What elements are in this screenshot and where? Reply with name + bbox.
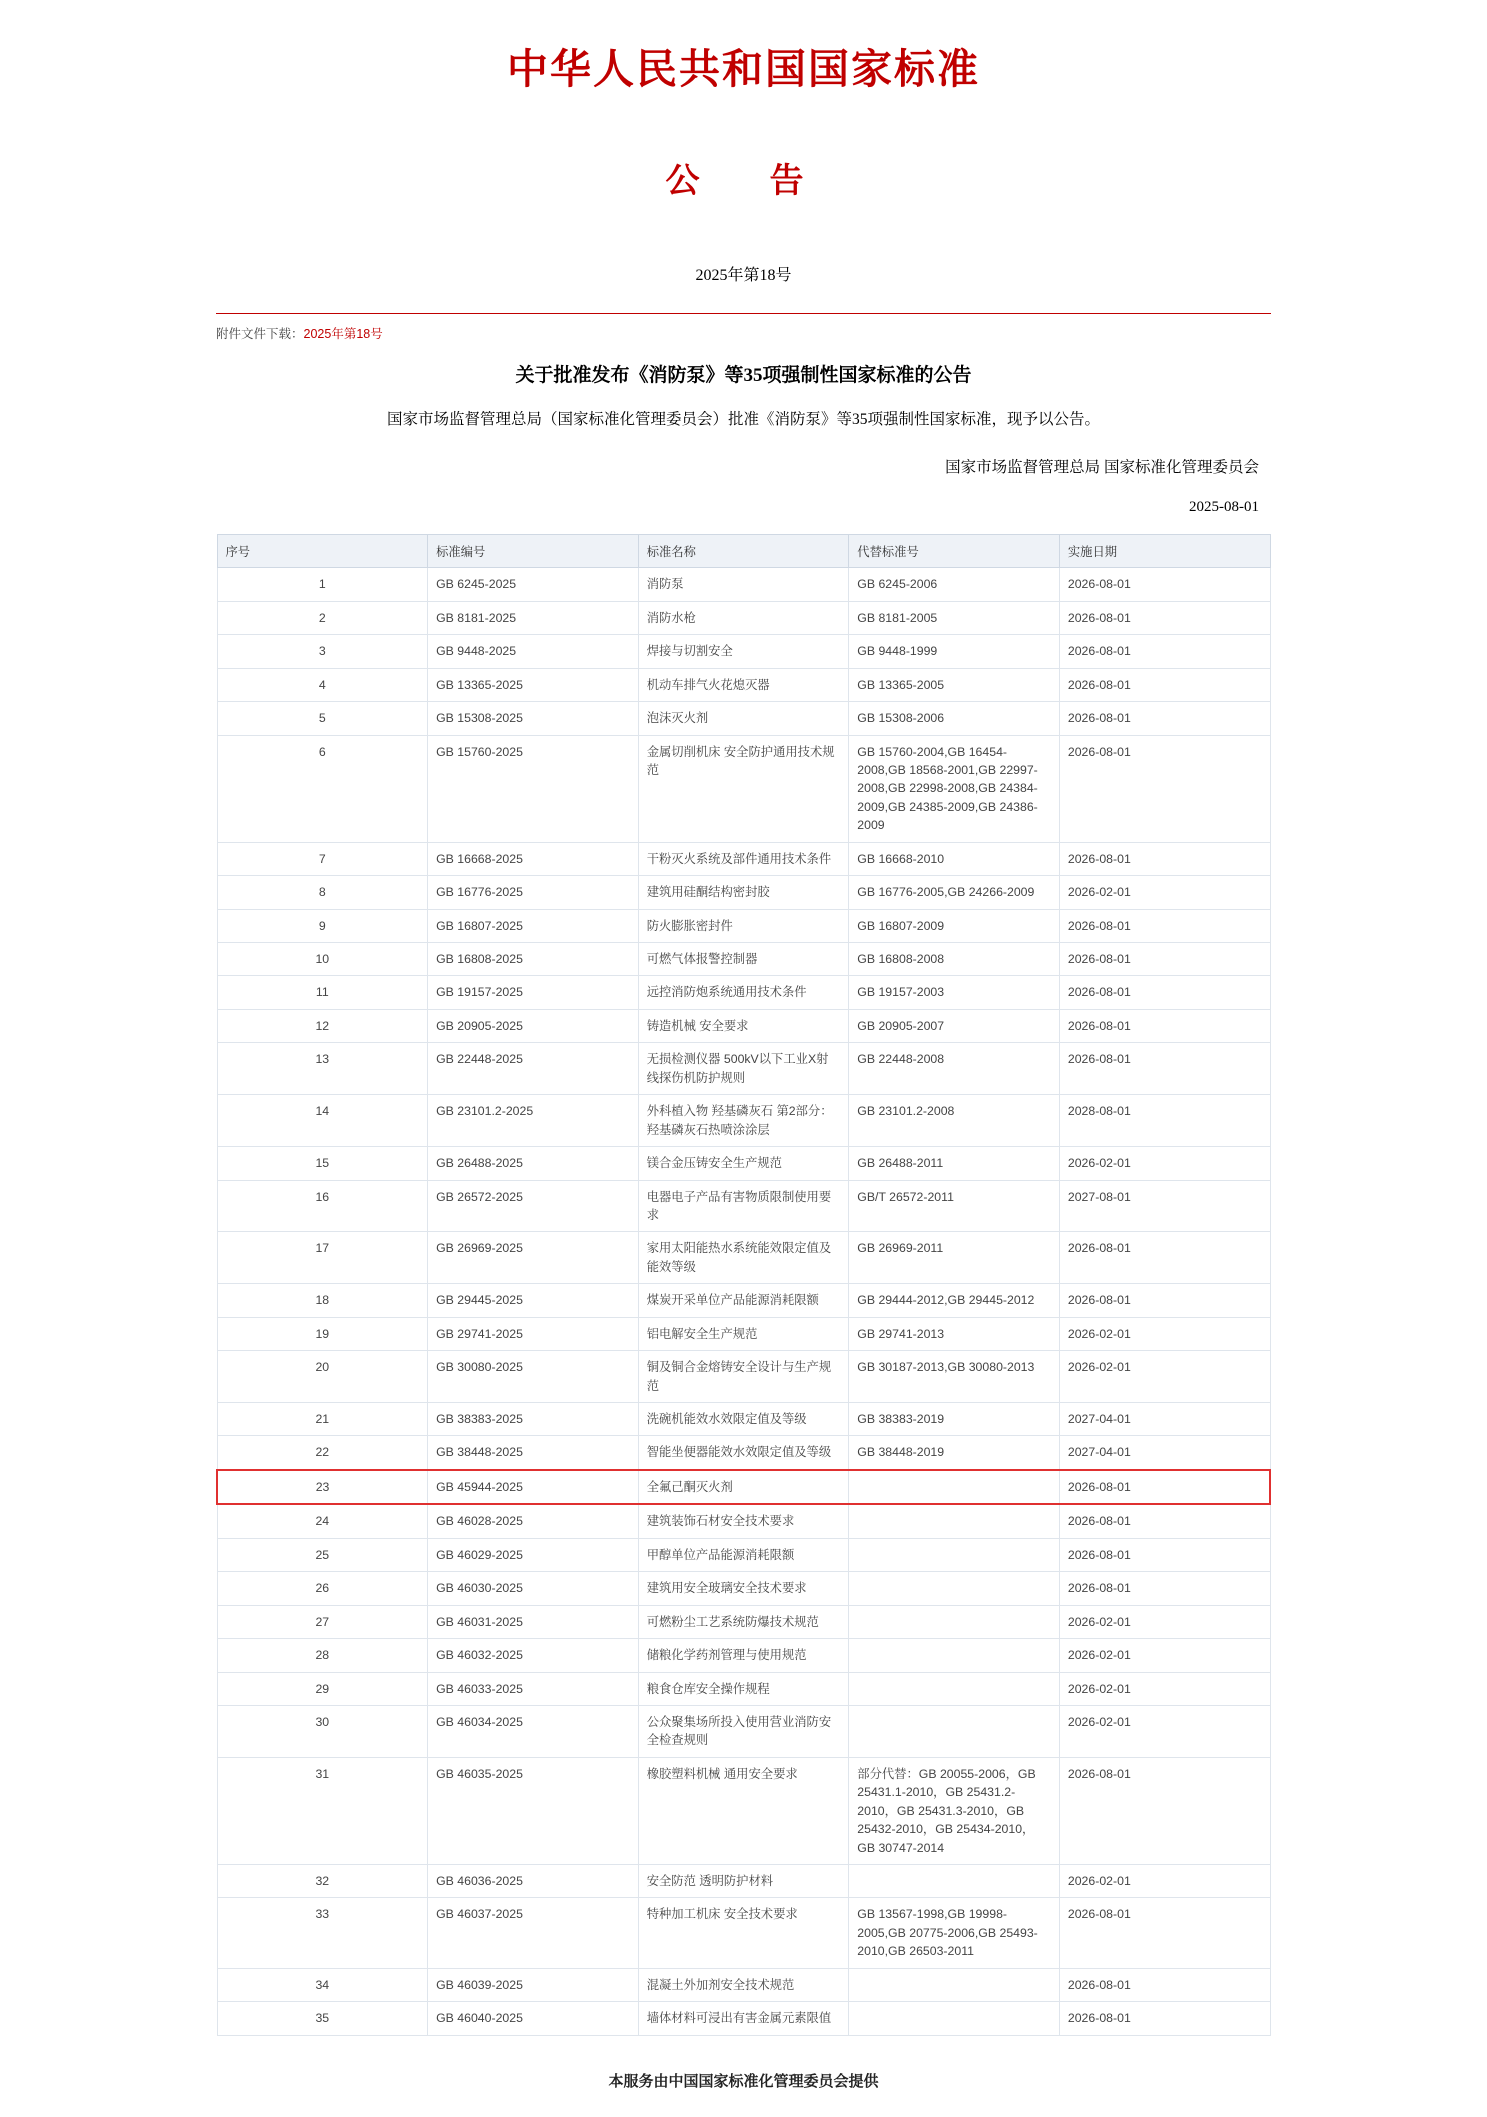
cell-replaced: GB 13567-1998,GB 19998-2005,GB 20775-2006,GB 25493-2010,GB 26503-2011 bbox=[849, 1898, 1060, 1968]
page-title: 中华人民共和国国家标准 bbox=[507, 46, 980, 92]
table-row bbox=[217, 1284, 1270, 1317]
cell-name[interactable]: 电器电子产品有害物质限制使用要求 bbox=[638, 1180, 849, 1232]
cell-name[interactable]: 橡胶塑料机械 通用安全要求 bbox=[638, 1757, 849, 1864]
column-header-date: 实施日期 bbox=[1059, 535, 1270, 568]
cell-replaced bbox=[849, 1470, 1060, 1504]
cell-replaced: 部分代替：GB 20055-2006，GB 25431.1-2010，GB 25431.2-2010，GB 25431.3-2010，GB 25432-2010，GB 25434-2010，GB 30747-2014 bbox=[849, 1757, 1060, 1864]
document-title: 关于批准发布《消防泵》等35项强制性国家标准的公告 bbox=[515, 365, 972, 386]
attachment-label: 附件文件下载： bbox=[216, 327, 304, 341]
table-row bbox=[217, 1180, 1270, 1232]
column-header-index: 序号 bbox=[217, 535, 428, 568]
cell-name[interactable]: 建筑用硅酮结构密封胶 bbox=[638, 876, 849, 909]
table-row bbox=[217, 702, 1270, 735]
cell-name[interactable]: 墙体材料可浸出有害金属元素限值 bbox=[638, 2002, 849, 2035]
cell-replaced: GB 29741-2013 bbox=[849, 1317, 1060, 1350]
cell-code: GB 46034-2025 bbox=[428, 1705, 639, 1757]
cell-replaced: GB 6245-2006 bbox=[849, 568, 1060, 601]
cell-date: 2026-08-01 bbox=[1059, 1504, 1270, 1538]
cell-index: 18 bbox=[217, 1284, 428, 1317]
cell-date: 2028-08-01 bbox=[1059, 1095, 1270, 1147]
cell-replaced: GB 30187-2013,GB 30080-2013 bbox=[849, 1351, 1060, 1403]
footer-note: 本服务由中国国家标准化管理委员会提供 bbox=[608, 2073, 879, 2090]
cell-code: GB 46039-2025 bbox=[428, 1968, 639, 2001]
cell-index: 16 bbox=[217, 1180, 428, 1232]
cell-name[interactable]: 远控消防炮系统通用技术条件 bbox=[638, 976, 849, 1009]
table-row bbox=[217, 1898, 1270, 1968]
cell-code: GB 6245-2025 bbox=[428, 568, 639, 601]
cell-name[interactable]: 特种加工机床 安全技术要求 bbox=[638, 1898, 849, 1968]
cell-code: GB 30080-2025 bbox=[428, 1351, 639, 1403]
cell-replaced: GB 19157-2003 bbox=[849, 976, 1060, 1009]
cell-name[interactable]: 无损检测仪器 500kV以下工业X射线探伤机防护规则 bbox=[638, 1043, 849, 1095]
cell-name[interactable]: 智能坐便器能效水效限定值及等级 bbox=[638, 1436, 849, 1470]
table-row bbox=[217, 1639, 1270, 1672]
cell-code: GB 16668-2025 bbox=[428, 842, 639, 875]
cell-index: 6 bbox=[217, 735, 428, 842]
cell-name[interactable]: 泡沫灭火剂 bbox=[638, 702, 849, 735]
cell-code: GB 46030-2025 bbox=[428, 1572, 639, 1605]
table-row bbox=[217, 1757, 1270, 1864]
cell-code: GB 46032-2025 bbox=[428, 1639, 639, 1672]
table-row bbox=[217, 1351, 1270, 1403]
cell-code: GB 46028-2025 bbox=[428, 1504, 639, 1538]
cell-code: GB 29445-2025 bbox=[428, 1284, 639, 1317]
cell-code: GB 46037-2025 bbox=[428, 1898, 639, 1968]
cell-code: GB 15760-2025 bbox=[428, 735, 639, 842]
cell-index: 21 bbox=[217, 1403, 428, 1436]
cell-replaced: GB 16808-2008 bbox=[849, 943, 1060, 976]
document-signature: 国家市场监督管理总局 国家标准化管理委员会 bbox=[945, 459, 1259, 477]
cell-name[interactable]: 混凝土外加剂安全技术规范 bbox=[638, 1968, 849, 2001]
cell-date: 2026-02-01 bbox=[1059, 1147, 1270, 1180]
cell-name[interactable]: 家用太阳能热水系统能效限定值及能效等级 bbox=[638, 1232, 849, 1284]
cell-index: 25 bbox=[217, 1538, 428, 1571]
cell-date: 2026-02-01 bbox=[1059, 1865, 1270, 1898]
cell-code: GB 16776-2025 bbox=[428, 876, 639, 909]
cell-replaced bbox=[849, 1705, 1060, 1757]
cell-name[interactable]: 可燃气体报警控制器 bbox=[638, 943, 849, 976]
cell-code: GB 20905-2025 bbox=[428, 1009, 639, 1042]
cell-date: 2026-08-01 bbox=[1059, 1538, 1270, 1571]
cell-replaced: GB 16776-2005,GB 24266-2009 bbox=[849, 876, 1060, 909]
cell-index: 33 bbox=[217, 1898, 428, 1968]
document-body: 国家市场监督管理总局（国家标准化管理委员会）批准《消防泵》等35项强制性国家标准，现予以公告。 bbox=[386, 411, 1100, 428]
column-header-name: 标准名称 bbox=[638, 535, 849, 568]
cell-index: 27 bbox=[217, 1605, 428, 1638]
table-row bbox=[217, 1043, 1270, 1095]
cell-replaced: GB 13365-2005 bbox=[849, 668, 1060, 701]
cell-date: 2026-02-01 bbox=[1059, 1317, 1270, 1350]
cell-index: 31 bbox=[217, 1757, 428, 1864]
cell-name[interactable]: 防火膨胀密封件 bbox=[638, 909, 849, 942]
cell-name[interactable]: 可燃粉尘工艺系统防爆技术规范 bbox=[638, 1605, 849, 1638]
table-row bbox=[217, 668, 1270, 701]
table-row bbox=[217, 1470, 1270, 1504]
cell-code: GB 45944-2025 bbox=[428, 1470, 639, 1504]
cell-replaced: GB 38448-2019 bbox=[849, 1436, 1060, 1470]
cell-name[interactable]: 储粮化学药剂管理与使用规范 bbox=[638, 1639, 849, 1672]
table-row bbox=[217, 601, 1270, 634]
cell-code: GB 46036-2025 bbox=[428, 1865, 639, 1898]
cell-index: 3 bbox=[217, 635, 428, 668]
table-row bbox=[217, 1538, 1270, 1571]
cell-replaced: GB/T 26572-2011 bbox=[849, 1180, 1060, 1232]
cell-code: GB 15308-2025 bbox=[428, 702, 639, 735]
cell-code: GB 19157-2025 bbox=[428, 976, 639, 1009]
cell-replaced: GB 20905-2007 bbox=[849, 1009, 1060, 1042]
cell-code: GB 46031-2025 bbox=[428, 1605, 639, 1638]
cell-replaced bbox=[849, 1968, 1060, 2001]
cell-replaced: GB 9448-1999 bbox=[849, 635, 1060, 668]
attachment-row bbox=[216, 324, 1271, 342]
cell-name[interactable]: 甲醇单位产品能源消耗限额 bbox=[638, 1538, 849, 1571]
table-row bbox=[217, 1403, 1270, 1436]
table-row bbox=[217, 1572, 1270, 1605]
cell-index: 1 bbox=[217, 568, 428, 601]
cell-name[interactable]: 消防水枪 bbox=[638, 601, 849, 634]
cell-name[interactable]: 镁合金压铸安全生产规范 bbox=[638, 1147, 849, 1180]
cell-date: 2027-08-01 bbox=[1059, 1180, 1270, 1232]
cell-date: 2026-08-01 bbox=[1059, 702, 1270, 735]
cell-date: 2026-08-01 bbox=[1059, 635, 1270, 668]
cell-replaced: GB 29444-2012,GB 29445-2012 bbox=[849, 1284, 1060, 1317]
cell-name[interactable]: 安全防范 透明防护材料 bbox=[638, 1865, 849, 1898]
table-row bbox=[217, 1865, 1270, 1898]
table-row bbox=[217, 1672, 1270, 1705]
cell-code: GB 46029-2025 bbox=[428, 1538, 639, 1571]
cell-date: 2026-02-01 bbox=[1059, 1351, 1270, 1403]
table-row bbox=[217, 1436, 1270, 1470]
cell-index: 15 bbox=[217, 1147, 428, 1180]
cell-name[interactable]: 金属切削机床 安全防护通用技术规范 bbox=[638, 735, 849, 842]
cell-index: 9 bbox=[217, 909, 428, 942]
cell-date: 2026-02-01 bbox=[1059, 1672, 1270, 1705]
cell-date: 2026-02-01 bbox=[1059, 1605, 1270, 1638]
cell-index: 12 bbox=[217, 1009, 428, 1042]
table-row bbox=[217, 1968, 1270, 2001]
cell-replaced: GB 16807-2009 bbox=[849, 909, 1060, 942]
cell-code: GB 46040-2025 bbox=[428, 2002, 639, 2035]
table-row bbox=[217, 909, 1270, 942]
cell-index: 13 bbox=[217, 1043, 428, 1095]
table-row bbox=[217, 635, 1270, 668]
cell-date: 2026-08-01 bbox=[1059, 601, 1270, 634]
cell-code: GB 46033-2025 bbox=[428, 1672, 639, 1705]
cell-code: GB 26488-2025 bbox=[428, 1147, 639, 1180]
table-row bbox=[217, 1232, 1270, 1284]
table-row bbox=[217, 1147, 1270, 1180]
cell-replaced: GB 8181-2005 bbox=[849, 601, 1060, 634]
table-row bbox=[217, 1605, 1270, 1638]
cell-date: 2026-08-01 bbox=[1059, 976, 1270, 1009]
cell-index: 26 bbox=[217, 1572, 428, 1605]
cell-index: 29 bbox=[217, 1672, 428, 1705]
cell-name[interactable]: 建筑用安全玻璃安全技术要求 bbox=[638, 1572, 849, 1605]
cell-index: 20 bbox=[217, 1351, 428, 1403]
cell-index: 14 bbox=[217, 1095, 428, 1147]
cell-name[interactable]: 消防泵 bbox=[638, 568, 849, 601]
cell-index: 8 bbox=[217, 876, 428, 909]
attachment-download-link[interactable]: 2025年第18号 bbox=[303, 327, 383, 341]
cell-replaced bbox=[849, 1538, 1060, 1571]
cell-replaced: GB 15308-2006 bbox=[849, 702, 1060, 735]
cell-date: 2026-08-01 bbox=[1059, 1009, 1270, 1042]
cell-date: 2027-04-01 bbox=[1059, 1403, 1270, 1436]
document-date: 2025-08-01 bbox=[1189, 499, 1259, 516]
cell-index: 7 bbox=[217, 842, 428, 875]
table-row bbox=[217, 976, 1270, 1009]
cell-replaced bbox=[849, 1865, 1060, 1898]
cell-date: 2026-08-01 bbox=[1059, 1232, 1270, 1284]
divider-red bbox=[216, 313, 1271, 314]
cell-replaced bbox=[849, 2002, 1060, 2035]
cell-name[interactable]: 洗碗机能效水效限定值及等级 bbox=[638, 1403, 849, 1436]
cell-index: 34 bbox=[217, 1968, 428, 2001]
table-row bbox=[217, 1317, 1270, 1350]
cell-replaced: GB 38383-2019 bbox=[849, 1403, 1060, 1436]
cell-replaced: GB 22448-2008 bbox=[849, 1043, 1060, 1095]
cell-code: GB 46035-2025 bbox=[428, 1757, 639, 1864]
cell-code: GB 16807-2025 bbox=[428, 909, 639, 942]
table-body bbox=[217, 568, 1270, 2035]
table-row bbox=[217, 1009, 1270, 1042]
cell-date: 2026-08-01 bbox=[1059, 943, 1270, 976]
cell-date: 2026-08-01 bbox=[1059, 1284, 1270, 1317]
cell-index: 22 bbox=[217, 1436, 428, 1470]
table-row bbox=[217, 735, 1270, 842]
cell-code: GB 26572-2025 bbox=[428, 1180, 639, 1232]
cell-date: 2026-08-01 bbox=[1059, 1968, 1270, 2001]
cell-code: GB 8181-2025 bbox=[428, 601, 639, 634]
cell-date: 2026-08-01 bbox=[1059, 568, 1270, 601]
cell-index: 11 bbox=[217, 976, 428, 1009]
cell-replaced bbox=[849, 1672, 1060, 1705]
cell-index: 2 bbox=[217, 601, 428, 634]
cell-code: GB 26969-2025 bbox=[428, 1232, 639, 1284]
table-row bbox=[217, 842, 1270, 875]
cell-replaced bbox=[849, 1572, 1060, 1605]
cell-name[interactable]: 铸造机械 安全要求 bbox=[638, 1009, 849, 1042]
table-row bbox=[217, 876, 1270, 909]
cell-date: 2026-08-01 bbox=[1059, 1470, 1270, 1504]
cell-date: 2026-02-01 bbox=[1059, 1705, 1270, 1757]
cell-name[interactable]: 铜及铜合金熔铸安全设计与生产规范 bbox=[638, 1351, 849, 1403]
cell-date: 2026-02-01 bbox=[1059, 876, 1270, 909]
cell-code: GB 16808-2025 bbox=[428, 943, 639, 976]
cell-name[interactable]: 粮食仓库安全操作规程 bbox=[638, 1672, 849, 1705]
cell-name[interactable]: 机动车排气火花熄灭器 bbox=[638, 668, 849, 701]
cell-name[interactable]: 煤炭开采单位产品能源消耗限额 bbox=[638, 1284, 849, 1317]
cell-index: 10 bbox=[217, 943, 428, 976]
cell-name[interactable]: 干粉灭火系统及部件通用技术条件 bbox=[638, 842, 849, 875]
cell-replaced bbox=[849, 1504, 1060, 1538]
issue-number: 2025年第18号 bbox=[695, 267, 792, 284]
cell-name[interactable]: 铝电解安全生产规范 bbox=[638, 1317, 849, 1350]
cell-date: 2026-08-01 bbox=[1059, 668, 1270, 701]
cell-replaced: GB 26969-2011 bbox=[849, 1232, 1060, 1284]
cell-index: 24 bbox=[217, 1504, 428, 1538]
cell-index: 28 bbox=[217, 1639, 428, 1672]
cell-replaced: GB 15760-2004,GB 16454-2008,GB 18568-2001,GB 22997-2008,GB 22998-2008,GB 24384-2009,GB 24385-2009,GB 24386-2009 bbox=[849, 735, 1060, 842]
cell-code: GB 38448-2025 bbox=[428, 1436, 639, 1470]
table-row bbox=[217, 943, 1270, 976]
cell-date: 2026-08-01 bbox=[1059, 2002, 1270, 2035]
cell-name[interactable]: 外科植入物 羟基磷灰石 第2部分：羟基磷灰石热喷涂涂层 bbox=[638, 1095, 849, 1147]
cell-code: GB 9448-2025 bbox=[428, 635, 639, 668]
standards-table bbox=[216, 534, 1271, 2035]
cell-name[interactable]: 全氟己酮灭火剂 bbox=[638, 1470, 849, 1504]
cell-replaced: GB 16668-2010 bbox=[849, 842, 1060, 875]
cell-replaced bbox=[849, 1605, 1060, 1638]
cell-date: 2026-08-01 bbox=[1059, 1043, 1270, 1095]
cell-index: 17 bbox=[217, 1232, 428, 1284]
cell-code: GB 29741-2025 bbox=[428, 1317, 639, 1350]
cell-code: GB 23101.2-2025 bbox=[428, 1095, 639, 1147]
page-subtitle: 公 告 bbox=[665, 163, 822, 200]
cell-date: 2026-08-01 bbox=[1059, 1572, 1270, 1605]
cell-index: 23 bbox=[217, 1470, 428, 1504]
table-row bbox=[217, 1504, 1270, 1538]
cell-index: 5 bbox=[217, 702, 428, 735]
cell-index: 35 bbox=[217, 2002, 428, 2035]
column-header-code: 标准编号 bbox=[428, 535, 639, 568]
cell-name[interactable]: 焊接与切割安全 bbox=[638, 635, 849, 668]
table-row bbox=[217, 1705, 1270, 1757]
column-header-replaced: 代替标准号 bbox=[849, 535, 1060, 568]
cell-date: 2026-02-01 bbox=[1059, 1639, 1270, 1672]
cell-replaced: GB 23101.2-2008 bbox=[849, 1095, 1060, 1147]
cell-name[interactable]: 公众聚集场所投入使用营业消防安全检查规则 bbox=[638, 1705, 849, 1757]
cell-date: 2026-08-01 bbox=[1059, 1757, 1270, 1864]
cell-index: 30 bbox=[217, 1705, 428, 1757]
cell-code: GB 13365-2025 bbox=[428, 668, 639, 701]
cell-replaced: GB 26488-2011 bbox=[849, 1147, 1060, 1180]
table-row bbox=[217, 568, 1270, 601]
cell-index: 32 bbox=[217, 1865, 428, 1898]
cell-date: 2027-04-01 bbox=[1059, 1436, 1270, 1470]
cell-date: 2026-08-01 bbox=[1059, 1898, 1270, 1968]
table-row bbox=[217, 2002, 1270, 2035]
table-header-row bbox=[217, 535, 1270, 568]
cell-date: 2026-08-01 bbox=[1059, 909, 1270, 942]
table-row bbox=[217, 1095, 1270, 1147]
cell-replaced bbox=[849, 1639, 1060, 1672]
cell-name[interactable]: 建筑装饰石材安全技术要求 bbox=[638, 1504, 849, 1538]
cell-code: GB 22448-2025 bbox=[428, 1043, 639, 1095]
cell-index: 19 bbox=[217, 1317, 428, 1350]
cell-code: GB 38383-2025 bbox=[428, 1403, 639, 1436]
cell-date: 2026-08-01 bbox=[1059, 735, 1270, 842]
cell-date: 2026-08-01 bbox=[1059, 842, 1270, 875]
cell-index: 4 bbox=[217, 668, 428, 701]
